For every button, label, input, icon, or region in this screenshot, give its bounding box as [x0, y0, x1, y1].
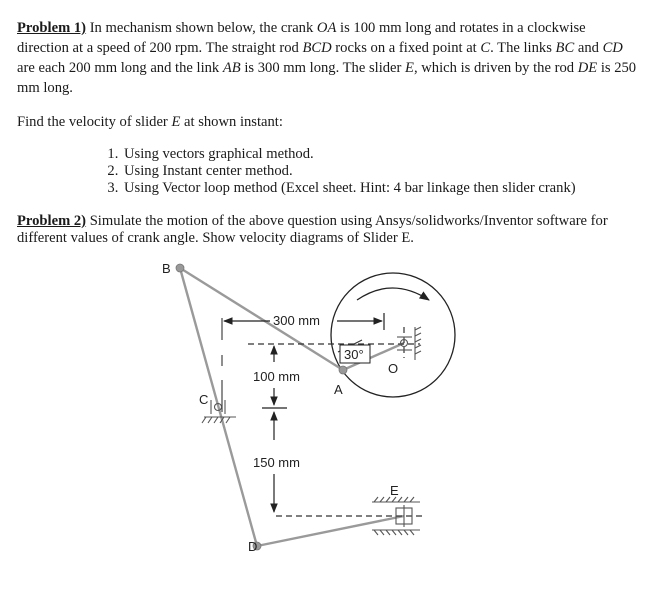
dim-100mm: 100 mm [253, 369, 300, 384]
point-c-label: C [199, 392, 209, 407]
point-d-label: D [248, 539, 258, 554]
problem-1-text: In mechanism shown below, the crank [86, 20, 317, 36]
problem-1-text: and [574, 40, 603, 56]
joint-a [339, 366, 347, 374]
dimension-lines [224, 313, 384, 512]
problem-1-text: rocks on a fixed point at [331, 40, 481, 56]
var-cd: CD [602, 40, 623, 56]
var-e: E [405, 60, 414, 76]
var-c: C [480, 40, 491, 56]
var-ab: AB [222, 60, 241, 76]
problem-1-label: Problem 1) [17, 20, 87, 36]
point-b-label: B [162, 261, 171, 276]
problem-2-text: Simulate the motion of the above question using Ansys/solidworks/Inventor software for different values of crank angle. Show velocity diagrams of Slider E. [17, 213, 608, 246]
problem-1-text: are each 200 mm long and the link [17, 60, 223, 76]
var-oa: OA [316, 20, 337, 36]
reference-lines [222, 318, 362, 412]
problem-1-text: is 250 mm long. [17, 60, 637, 96]
task-item: 1. Using vectors graphical method. [122, 146, 576, 163]
angle-label: 30° [344, 347, 364, 362]
dim-300mm: 300 mm [273, 313, 320, 328]
find-text: Find the velocity of slider [17, 114, 172, 130]
find-text: at shown instant: [180, 114, 283, 130]
point-e-label: E [390, 483, 399, 498]
problem-1-text: is 300 mm long. The slider [240, 60, 406, 76]
crank-circle [331, 273, 455, 397]
joint-b [176, 264, 184, 272]
problem-1-text: is 100 mm long and rotates in a clockwise direction at a speed of 200 rpm. The straight rod [17, 20, 586, 56]
var-e: E [171, 114, 181, 130]
dim-150mm: 150 mm [253, 455, 300, 470]
links [180, 268, 404, 546]
problem-1-text: . The links [490, 40, 556, 56]
point-a-label: A [334, 382, 343, 397]
link-de [257, 516, 404, 546]
rotation-arrow [357, 288, 429, 300]
problem-2-label: Problem 2) [17, 213, 87, 229]
point-o-label: O [388, 361, 399, 376]
joints [176, 264, 347, 550]
var-de: DE [577, 60, 598, 76]
task-item: 3. Using Vector loop method (Excel sheet. Hint: 4 bar linkage then slider crank) [122, 180, 576, 197]
problem-1-text: , which is driven by the rod [413, 60, 578, 76]
var-bcd: BCD [302, 40, 332, 56]
task-item: 2. Using Instant center method. [122, 163, 576, 180]
var-bc: BC [555, 40, 575, 56]
